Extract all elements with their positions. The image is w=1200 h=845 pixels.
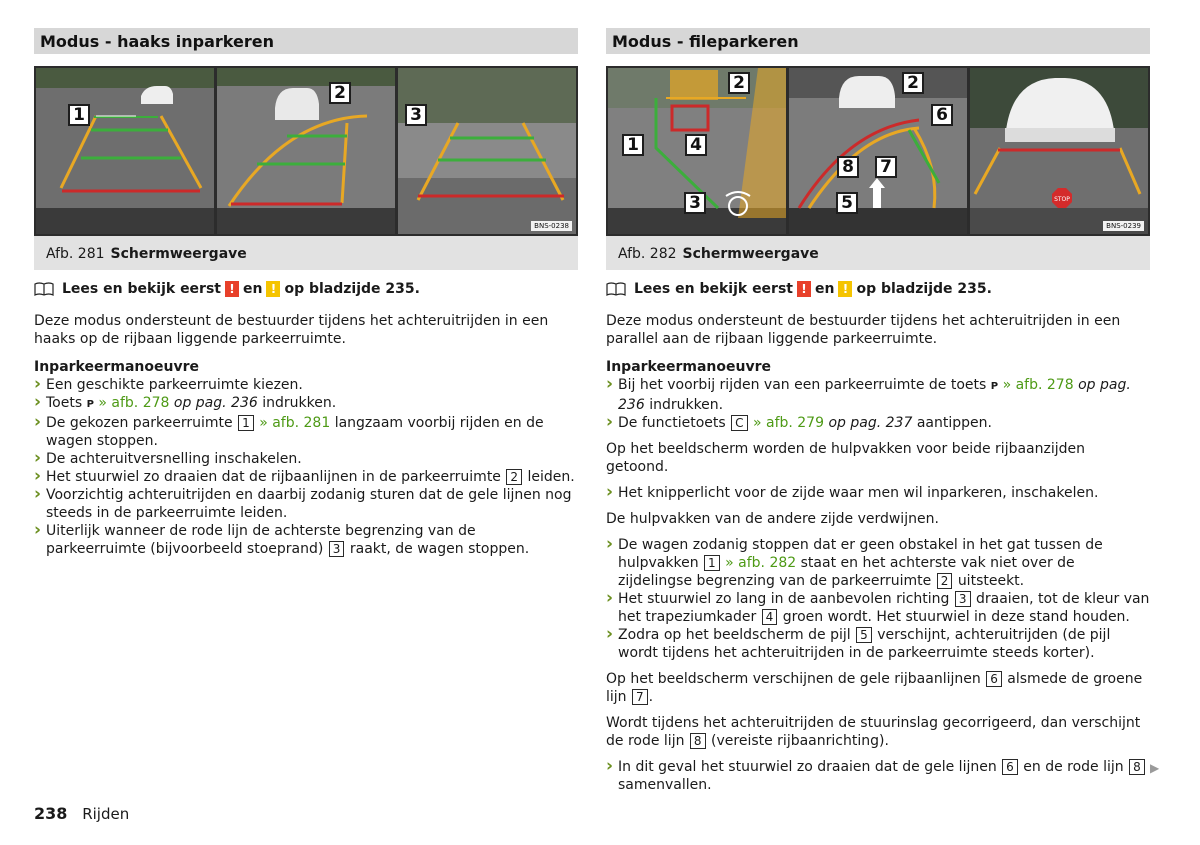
callout-4: 4 bbox=[685, 134, 707, 156]
figure-code: BNS-0239 bbox=[1103, 221, 1144, 231]
screen-panel-3 bbox=[970, 68, 1148, 234]
figure-link[interactable]: » afb. 281 bbox=[259, 415, 331, 431]
callout-2b: 2 bbox=[902, 72, 924, 94]
subheading: Inparkeermanoeuvre bbox=[34, 359, 199, 375]
list-item: › De wagen zodanig stoppen dat er geen obstakel in het gat tussen de hulpvakken 1 » afb. 282 staat en het achterste vak niet over de zijdelingse begrenzing van de parkeerruimte 2 uitsteekt. bbox=[606, 536, 1150, 590]
ref-box: 7 bbox=[632, 689, 648, 705]
screen-panel-3 bbox=[398, 68, 576, 234]
figure-code: BNS-0238 bbox=[531, 221, 572, 231]
list-item: › Bij het voorbij rijden van een parkeerruimte de toets P » afb. 278 op pag. 236 indrukken. bbox=[606, 376, 1150, 414]
paragraph: Op het beeldscherm worden de hulpvakken voor beide rijbaanzijden getoond. bbox=[606, 441, 1086, 475]
caption-title: Schermweergave bbox=[682, 246, 819, 262]
list-item: › Voorzichtig achteruitrijden en daarbij zodanig sturen dat de gele lijnen nog steeds in de parkeerruimte leiden. bbox=[34, 486, 578, 522]
readref-page: op bladzijde 235. bbox=[284, 281, 420, 297]
ref-box: 5 bbox=[856, 627, 872, 643]
park-assist-symbol: P bbox=[990, 381, 999, 392]
readref-and: en bbox=[814, 281, 835, 297]
callout-8: 8 bbox=[837, 156, 859, 178]
intro-paragraph: Deze modus ondersteunt de bestuurder tijdens het achteruitrijden in een haaks op de rijbaan liggende parkeerruimte. bbox=[34, 313, 549, 347]
ref-box: 8 bbox=[1129, 759, 1145, 775]
callout-5: 5 bbox=[836, 192, 858, 214]
screen-panel-2 bbox=[789, 68, 967, 234]
list-item: › Toets P » afb. 278 op pag. 236 indrukken. bbox=[34, 394, 578, 414]
callout-2: 2 bbox=[329, 82, 351, 104]
camera-view-3 bbox=[970, 68, 1148, 234]
list-item: › In dit geval het stuurwiel zo draaien dat de gele lijnen 6 en de rode lijn 8 samenvallen. bbox=[606, 758, 1150, 794]
car-icon bbox=[839, 76, 895, 108]
read-reference bbox=[606, 280, 1150, 298]
figure-link[interactable]: » afb. 278 bbox=[98, 395, 170, 411]
figure-link[interactable]: » afb. 282 bbox=[725, 555, 797, 571]
screen-panel-1 bbox=[36, 68, 214, 234]
subheading: Inparkeermanoeuvre bbox=[606, 359, 771, 375]
list-item: › De achteruitversnelling inschakelen. bbox=[34, 450, 578, 468]
list-item: › Het knipperlicht voor de zijde waar men wil inparkeren, inschakelen. bbox=[606, 484, 1150, 502]
camera-view-2 bbox=[789, 68, 967, 234]
chapter-name: Rijden bbox=[82, 805, 130, 823]
caption-number: Afb. 282 bbox=[618, 246, 677, 262]
ref-box: 6 bbox=[986, 671, 1002, 687]
readref-and: en bbox=[242, 281, 263, 297]
ref-box: 2 bbox=[506, 469, 522, 485]
page-footer bbox=[34, 804, 129, 823]
camera-view-1 bbox=[36, 68, 214, 234]
list-item: › De gekozen parkeerruimte 1 » afb. 281 langzaam voorbij rijden en de wagen stoppen. bbox=[34, 414, 578, 450]
list-item: › Zodra op het beeldscherm de pijl 5 verschijnt, achteruitrijden (de pijl wordt tijdens het achteruitrijden in de parkeerruimte steeds korter). bbox=[606, 626, 1150, 662]
intro-paragraph: Deze modus ondersteunt de bestuurder tijdens het achteruitrijden in een parallel aan de rijbaan liggende parkeerruimte. bbox=[606, 313, 1121, 347]
book-icon bbox=[606, 282, 626, 296]
right-section bbox=[606, 28, 1150, 794]
readref-text: Lees en bekijk eerst bbox=[634, 281, 793, 297]
figure-caption bbox=[606, 236, 1150, 270]
figure-link[interactable]: » afb. 278 bbox=[1002, 377, 1074, 393]
paragraph: Op het beeldscherm verschijnen de gele rijbaanlijnen 6 alsmede de groene lijn 7 . bbox=[606, 671, 1143, 705]
callout-7: 7 bbox=[875, 156, 897, 178]
suv-icon bbox=[275, 88, 319, 120]
list-item: › Een geschikte parkeerruimte kiezen. bbox=[34, 376, 578, 394]
ref-box: 1 bbox=[238, 415, 254, 431]
callout-6: 6 bbox=[931, 104, 953, 126]
caption-number: Afb. 281 bbox=[46, 246, 105, 262]
parked-car-box bbox=[670, 70, 718, 100]
callout-3: 3 bbox=[405, 104, 427, 126]
continue-arrow-icon: ▶ bbox=[1150, 761, 1160, 775]
ref-box: 6 bbox=[1002, 759, 1018, 775]
ref-box: 8 bbox=[690, 733, 706, 749]
ref-box: C bbox=[731, 415, 747, 431]
figure-caption bbox=[34, 236, 578, 270]
ref-box: 1 bbox=[704, 555, 720, 571]
warning-red-icon: ! bbox=[225, 281, 239, 297]
park-assist-symbol: P bbox=[86, 399, 94, 410]
warning-yellow-icon: ! bbox=[266, 281, 280, 297]
stop-label: STOP bbox=[1054, 196, 1070, 203]
callout-1: 1 bbox=[622, 134, 644, 156]
caption-title: Schermweergave bbox=[110, 246, 247, 262]
readref-text: Lees en bekijk eerst bbox=[62, 281, 221, 297]
warning-yellow-icon: ! bbox=[838, 281, 852, 297]
list-item: › De functietoets C » afb. 279 op pag. 237 aantippen. bbox=[606, 414, 1150, 432]
figure-281 bbox=[34, 66, 578, 236]
figure-link[interactable]: » afb. 279 bbox=[752, 415, 825, 431]
list-item: › Uiterlijk wanneer de rode lijn de achterste begrenzing van de parkeerruimte (bijvoorbeeld stoeprand) 3 raakt, de wagen stoppen. bbox=[34, 522, 578, 558]
section-title: Modus - haaks inparkeren bbox=[34, 28, 578, 54]
ref-box: 3 bbox=[955, 591, 971, 607]
screen-panel-2 bbox=[217, 68, 395, 234]
ref-box: 2 bbox=[937, 573, 953, 589]
camera-view-2 bbox=[217, 68, 395, 234]
figure-282 bbox=[606, 66, 1150, 236]
warning-red-icon: ! bbox=[797, 281, 811, 297]
book-icon bbox=[34, 282, 54, 296]
page-number: 238 bbox=[34, 804, 68, 823]
paragraph: Wordt tijdens het achteruitrijden de stuurinslag gecorrigeerd, dan verschijnt de rode lijn 8 (vereiste rijbaanrichting). bbox=[606, 715, 1141, 749]
readref-page: op bladzijde 235. bbox=[856, 281, 992, 297]
paragraph: De hulpvakken van de andere zijde verdwijnen. bbox=[606, 511, 939, 527]
list-item: › Het stuurwiel zo lang in de aanbevolen richting 3 draaien, tot de kleur van het trapeziumkader 4 groen wordt. Het stuurwiel in deze stand houden. bbox=[606, 590, 1150, 626]
ref-box: 3 bbox=[329, 541, 345, 557]
callout-2: 2 bbox=[728, 72, 750, 94]
camera-view-3 bbox=[398, 68, 576, 234]
callout-3: 3 bbox=[684, 192, 706, 214]
list-item: › Het stuurwiel zo draaien dat de rijbaanlijnen in de parkeerruimte 2 leiden. bbox=[34, 468, 578, 486]
left-section bbox=[34, 28, 578, 558]
section-title: Modus - fileparkeren bbox=[606, 28, 1150, 54]
read-reference bbox=[34, 280, 578, 298]
callout-1: 1 bbox=[68, 104, 90, 126]
ref-box: 4 bbox=[762, 609, 778, 625]
